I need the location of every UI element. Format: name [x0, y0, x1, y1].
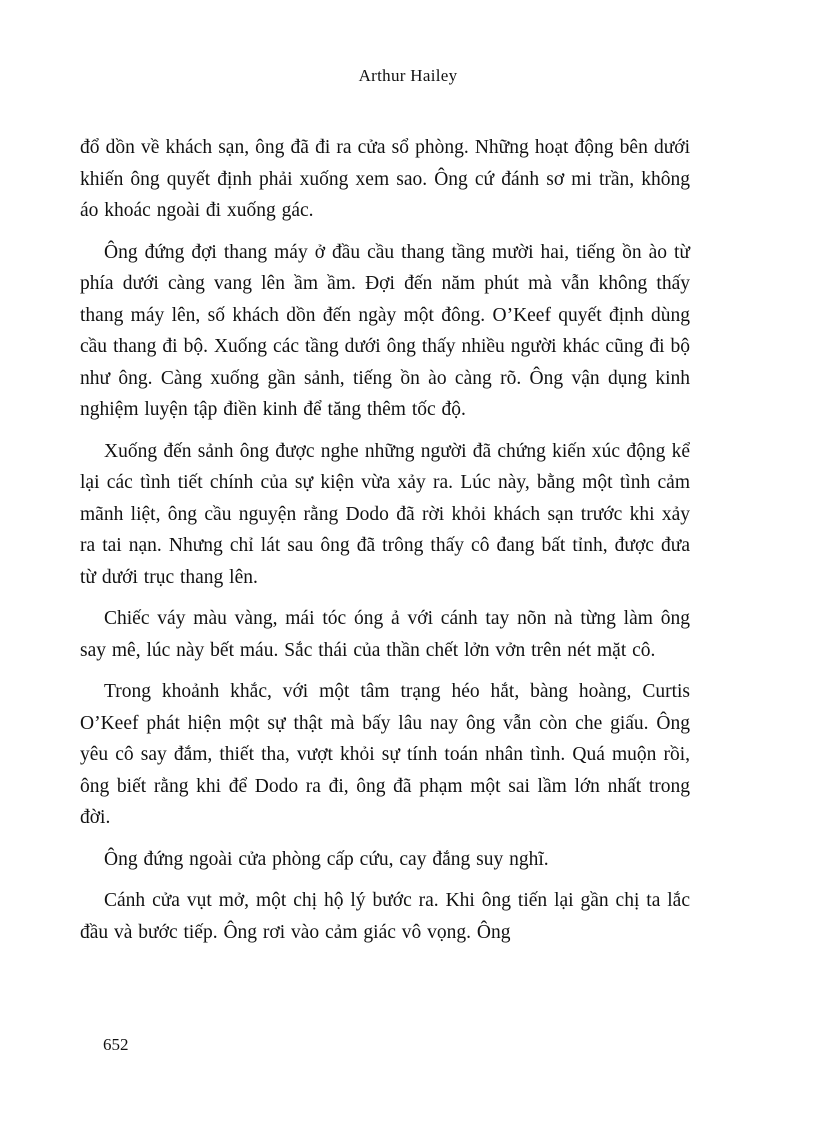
body-text — [80, 132, 690, 958]
paragraph-5: Trong khoảnh khắc, với một tâm trạng héo hắt, bàng hoàng, Curtis O’Keef phát hiện một sự thật mà bấy lâu nay ông vẫn còn che giấu. Ông yêu cô say đắm, thiết tha, vượt khỏi sự tính toán nhân tình. Quá muộn rồi, ông biết rằng khi để Dodo ra đi, ông đã phạm một sai lầm lớn nhất trong đời. — [80, 681, 690, 828]
paragraph-2: Ông đứng đợi thang máy ở đầu cầu thang tầng mười hai, tiếng ồn ào từ phía dưới càng vang lên ầm ầm. Đợi đến năm phút mà vẫn không thấy thang máy lên, số khách dồn đến ngày một đông. O’Keef quyết định dùng cầu thang đi bộ. Xuống các tầng dưới ông thấy nhiều người khác cũng đi bộ như ông. Càng xuống gần sảnh, tiếng ồn ào càng rõ. Ông vận dụng kinh nghiệm luyện tập điền kinh để tăng thêm tốc độ. — [80, 241, 690, 420]
running-header-author: Arthur Hailey — [358, 66, 458, 85]
paragraph-1: đổ dồn về khách sạn, ông đã đi ra cửa sổ phòng. Những hoạt động bên dưới khiến ông quyết định phải xuống xem sao. Ông cứ đánh sơ mi trần, không áo khoác ngoài đi xuống gác. — [80, 137, 690, 221]
paragraph-7: Cánh cửa vụt mở, một chị hộ lý bước ra. Khi ông tiến lại gần chị ta lắc đầu và bước tiếp. Ông rơi vào cảm giác vô vọng. Ông — [80, 890, 690, 943]
paragraph-6: Ông đứng ngoài cửa phòng cấp cứu, cay đắng suy nghĩ. — [104, 848, 549, 870]
paragraph-4: Chiếc váy màu vàng, mái tóc óng ả với cánh tay nõn nà từng làm ông say mê, lúc này bết máu. Sắc thái của thần chết lởn vởn trên nét mặt cô. — [80, 608, 690, 661]
paragraph-3: Xuống đến sảnh ông được nghe những người đã chứng kiến xúc động kể lại các tình tiết chính của sự kiện vừa xảy ra. Lúc này, bằng một tình cảm mãnh liệt, ông cầu nguyện rằng Dodo đã rời khỏi khách sạn trước khi xảy ra tai nạn. Nhưng chỉ lát sau ông đã trông thấy cô đang bất tỉnh, được đưa từ dưới trục thang lên. — [80, 440, 690, 588]
page-number: 652 — [103, 1035, 129, 1054]
